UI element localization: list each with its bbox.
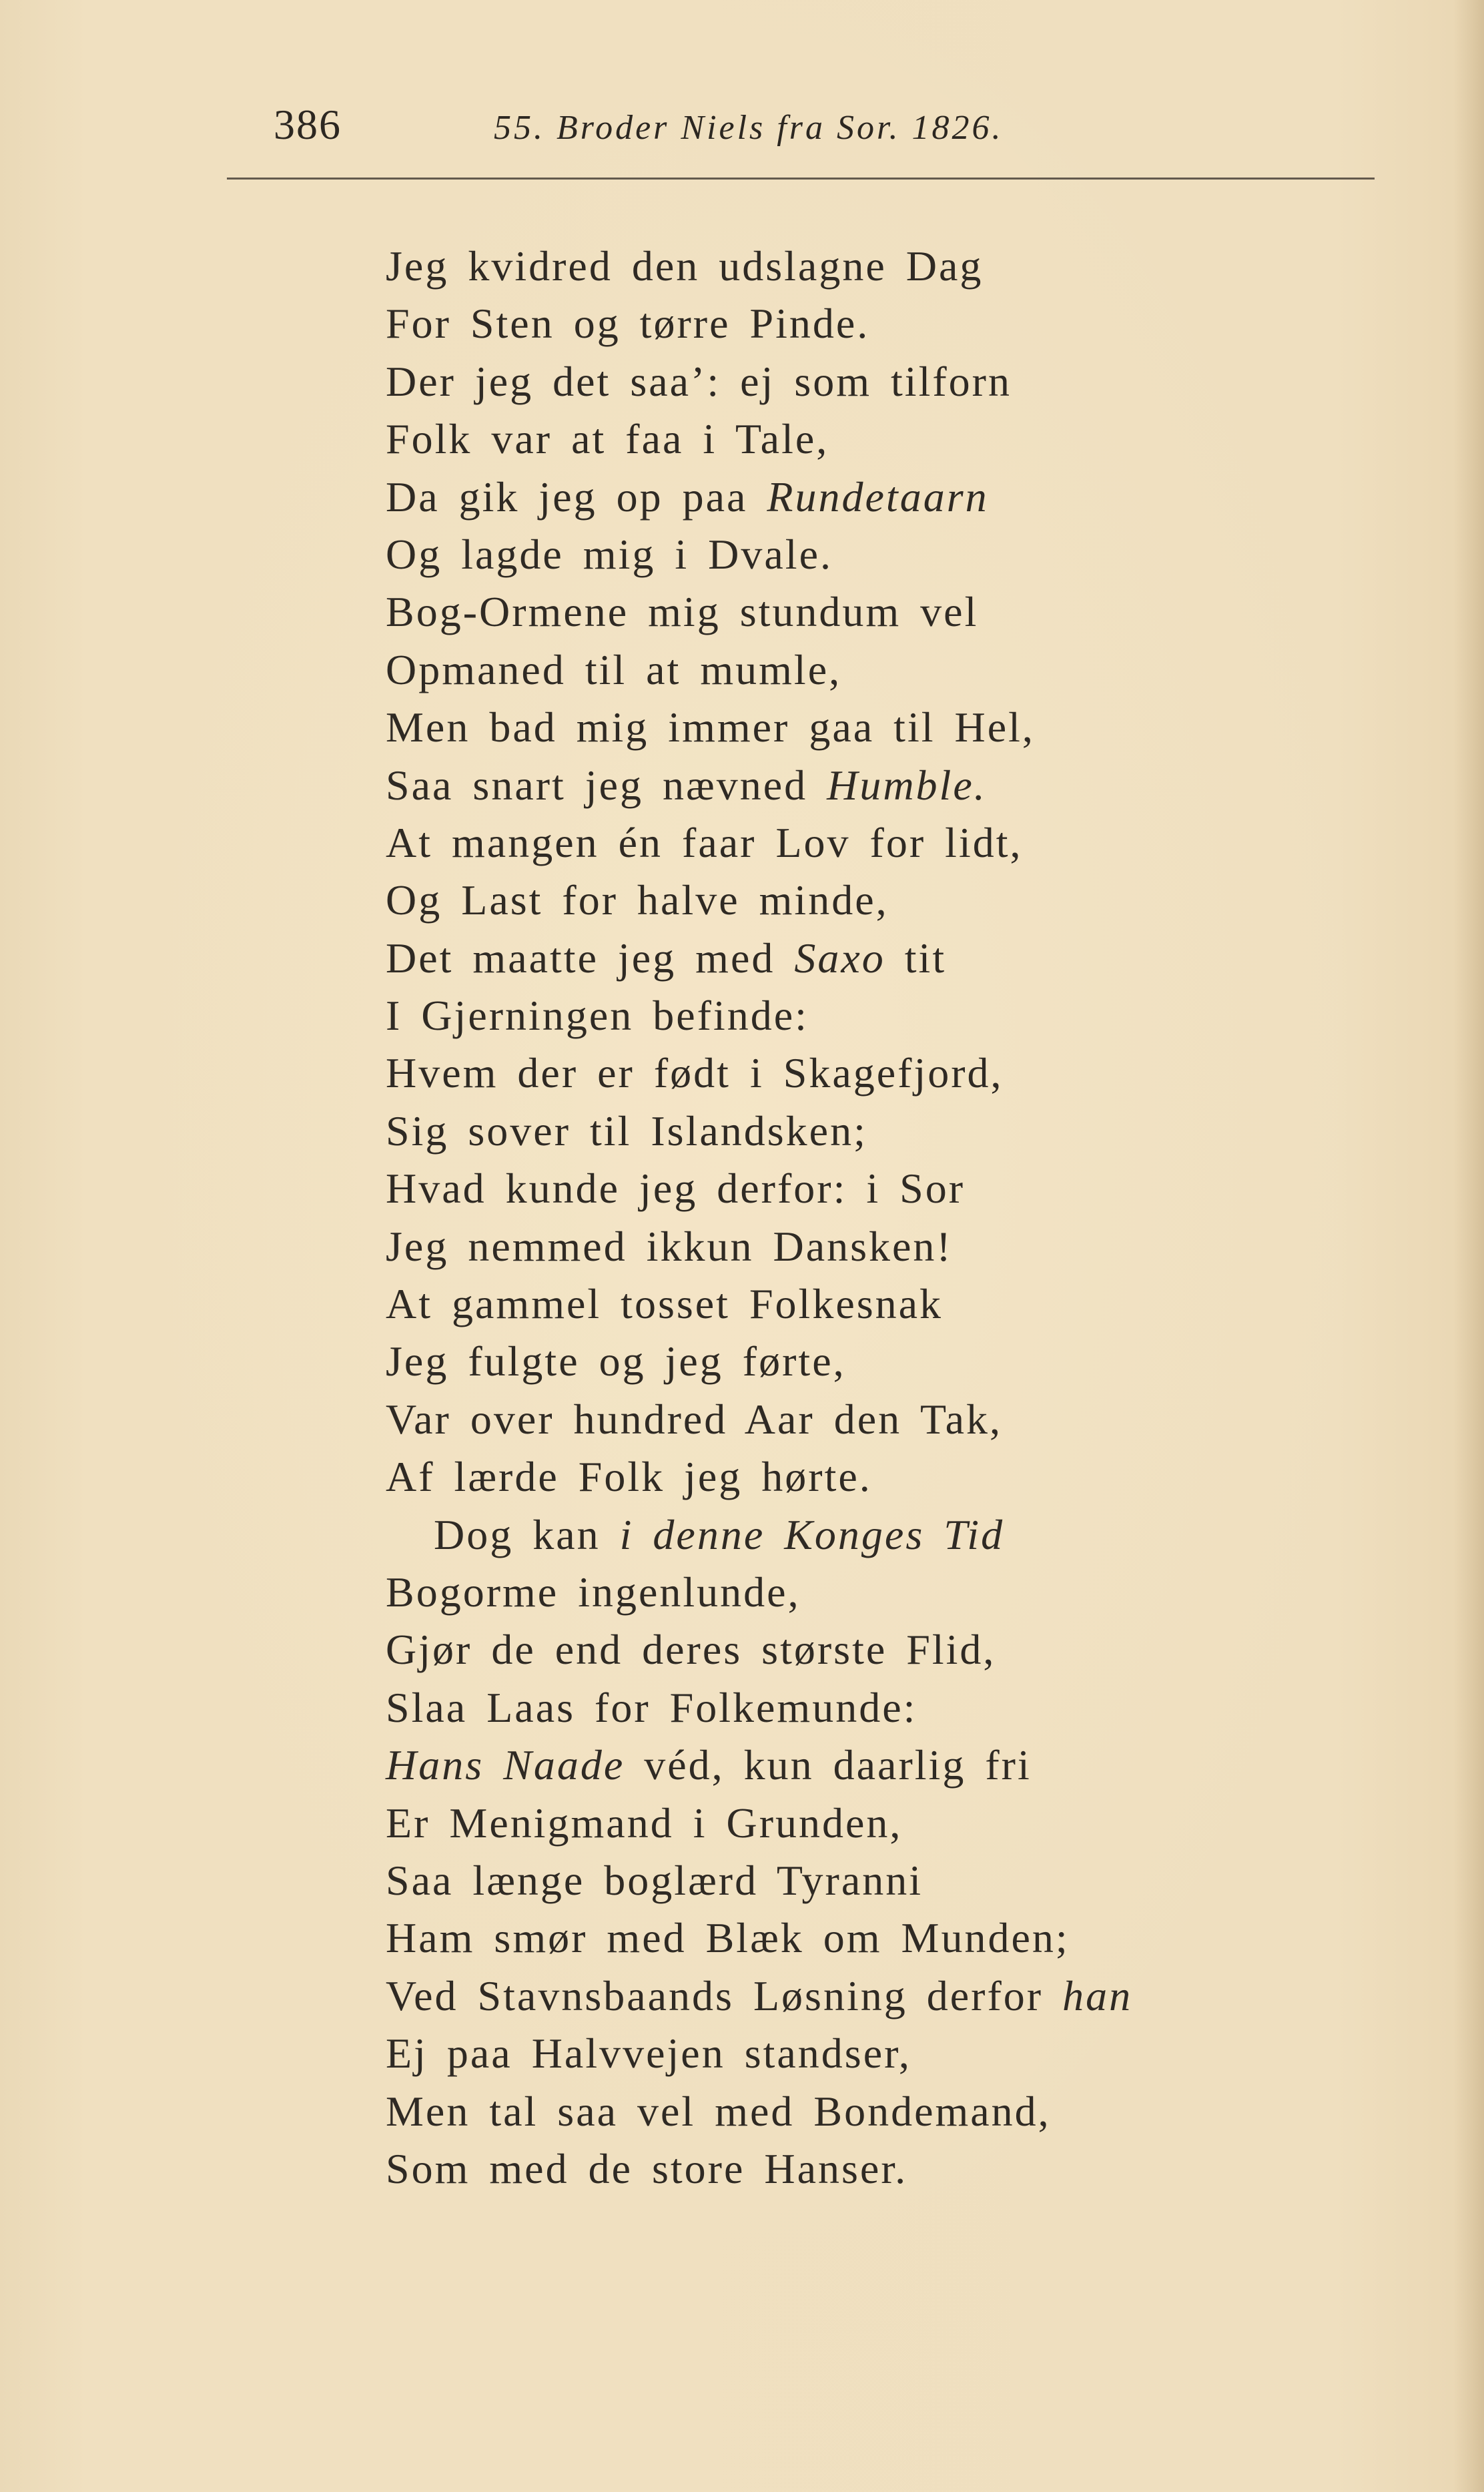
poem-line-italic-text: Humble. <box>827 761 987 809</box>
poem-line-text: Var over hundred Aar den Tak, <box>386 1395 1002 1443</box>
poem-line <box>386 1448 1320 1506</box>
poem-line-text: Som med de store Hanser. <box>386 2144 908 2192</box>
poem-line-text: At gammel tosset Folkesnak <box>386 1280 944 1328</box>
poem-line-text: Det maatte jeg med <box>386 934 795 982</box>
poem-line-text: For Sten og tørre Pinde. <box>386 300 870 348</box>
poem-line-text: I Gjerningen befinde: <box>386 992 809 1040</box>
poem-line-text: Og Last for halve minde, <box>386 876 889 924</box>
poem-line <box>386 1679 1320 1737</box>
poem-line <box>386 1506 1320 1564</box>
poem-line-text: Jeg kvidred den udslagne Dag <box>386 242 984 290</box>
poem-body <box>386 238 1320 2198</box>
running-title: 55. Broder Niels fra Sor. 1826. <box>494 109 1004 147</box>
poem-line <box>386 1852 1320 1909</box>
poem-line <box>386 1333 1320 1390</box>
poem-line <box>386 1218 1320 1275</box>
poem-line <box>386 699 1320 756</box>
poem-line <box>386 641 1320 699</box>
poem-line-text: Af lærde Folk jeg hørte. <box>386 1453 872 1501</box>
poem-line-text: Bogorme ingenlunde, <box>386 1568 801 1616</box>
poem-line <box>386 1275 1320 1333</box>
poem-line <box>386 872 1320 929</box>
poem-line-text: Saa snart jeg nævned <box>386 761 827 809</box>
poem-line-text: Ved Stavnsbaands Løsning derfor <box>386 1971 1063 2019</box>
poem-line <box>386 583 1320 641</box>
header-rule <box>227 178 1375 180</box>
poem-line <box>386 930 1320 987</box>
poem-line-text: tit <box>885 934 947 982</box>
poem-line <box>386 987 1320 1044</box>
poem-line-text: Jeg nemmed ikkun Dansken! <box>386 1222 953 1270</box>
poem-line <box>386 2140 1320 2198</box>
poem-line <box>386 353 1320 410</box>
poem-line <box>386 2025 1320 2082</box>
poem-line <box>386 410 1320 468</box>
poem-line <box>386 1564 1320 1621</box>
poem-line-italic-text: han <box>1062 1971 1133 2019</box>
poem-line-text: Hvad kunde jeg derfor: i Sor <box>386 1165 966 1213</box>
poem-line <box>386 1391 1320 1448</box>
poem-line-text: Men tal saa vel med Bondemand, <box>386 2087 1051 2135</box>
poem-line-text: Opmaned til at mumle, <box>386 645 842 693</box>
poem-line-italic-text: Rundetaarn <box>767 473 989 521</box>
poem-line-text: Sig sover til Islandsken; <box>386 1107 867 1155</box>
poem-line <box>386 1737 1320 1794</box>
poem-line-text: Gjør de end deres største Flid, <box>386 1626 996 1674</box>
poem-line <box>386 295 1320 352</box>
poem-line <box>386 1621 1320 1678</box>
poem-line-text: Hvem der er født i Skagefjord, <box>386 1049 1004 1097</box>
poem-line-text: Da gik jeg op paa <box>386 473 767 521</box>
poem-line <box>386 1967 1320 2025</box>
poem-line-text: Folk var at faa i Tale, <box>386 415 829 463</box>
poem-line-text: Og lagde mig i Dvale. <box>386 530 833 578</box>
poem-line-text: Ham smør med Blæk om Munden; <box>386 1914 1070 1962</box>
poem-line <box>386 1044 1320 1102</box>
poem-line <box>386 469 1320 526</box>
poem-line-text: Bog-Ormene mig stundum vel <box>386 588 979 636</box>
poem-line-text: Er Menigmand i Grunden, <box>386 1799 903 1847</box>
poem-line-italic-text: Saxo <box>794 934 885 982</box>
poem-line-text: véd, kun daarlig fri <box>625 1741 1032 1789</box>
poem-line-text: Der jeg det saa’: ej som tilforn <box>386 357 1012 405</box>
poem-line <box>386 1909 1320 1967</box>
poem-line <box>386 1795 1320 1852</box>
poem-line <box>386 238 1320 295</box>
poem-line-text: Ej paa Halvvejen standser, <box>386 2030 911 2078</box>
poem-line-text: At mangen én faar Lov for lidt, <box>386 818 1023 866</box>
poem-line-italic-text: i denne Konges Tid <box>619 1510 1005 1558</box>
poem-line <box>386 1160 1320 1217</box>
running-header <box>0 93 1484 160</box>
poem-line-text: Men bad mig immer gaa til Hel, <box>386 703 1035 751</box>
poem-line-italic-text: Hans Naade <box>386 1741 625 1789</box>
poem-line-text: Jeg fulgte og jeg førte, <box>386 1337 846 1385</box>
poem-line <box>386 2083 1320 2140</box>
poem-line-text: Saa længe boglærd Tyranni <box>386 1856 923 1904</box>
poem-line <box>386 526 1320 583</box>
poem-line <box>386 757 1320 814</box>
poem-line-text: Dog kan <box>434 1510 620 1558</box>
poem-line-text: Slaa Laas for Folkemunde: <box>386 1683 917 1731</box>
poem-line <box>386 1103 1320 1160</box>
page-number: 386 <box>274 101 342 148</box>
poem-line <box>386 814 1320 872</box>
page-edge-shadow <box>1453 0 1484 2492</box>
